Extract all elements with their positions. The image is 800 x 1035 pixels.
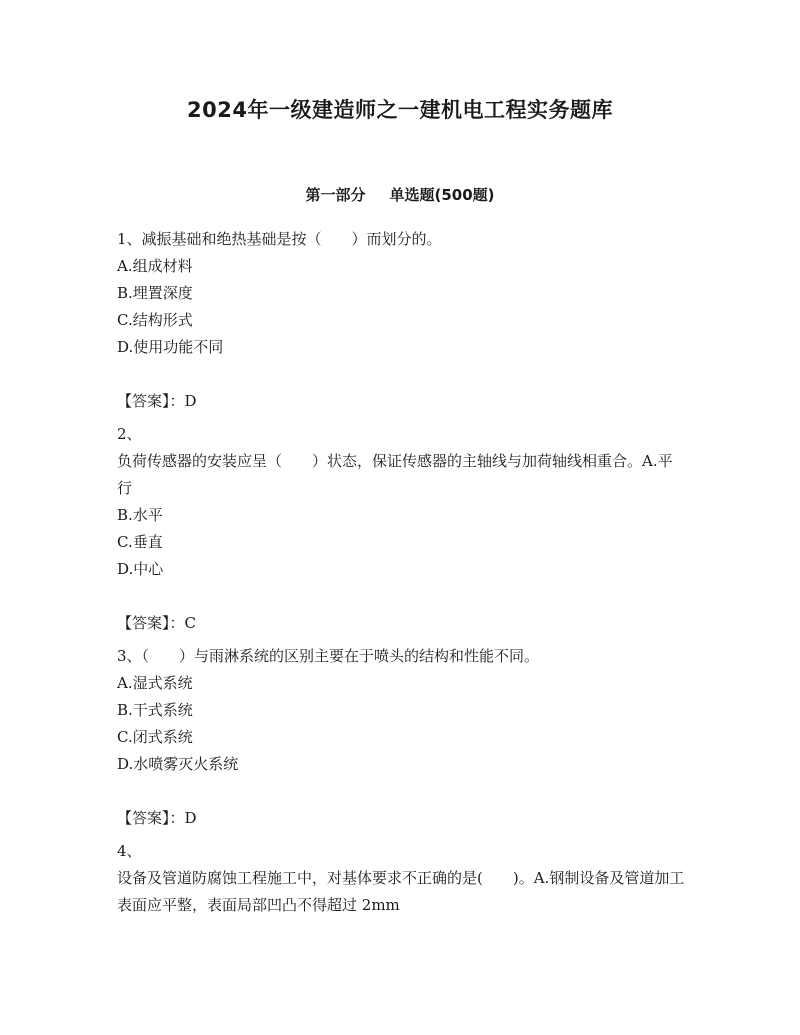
answer-label: 【答案】： [117, 392, 185, 410]
answer-label: 【答案】： [117, 809, 185, 827]
question-stem [117, 643, 687, 670]
option-c: C.结构形式 [117, 311, 193, 329]
question-number: 1、 [117, 230, 142, 248]
question-number: 2、 [117, 425, 142, 443]
question-1 [117, 226, 687, 415]
question-stem [117, 865, 687, 919]
question-4 [117, 838, 687, 919]
option-b: B.水平 [117, 506, 163, 524]
option-c: C.垂直 [117, 533, 163, 551]
option-a: A.钢制设备及管道加工表面应平整，表面局部凹凸不得超过 2mm [117, 869, 685, 914]
document-title: 2024年一级建造师之一建机电工程实务题库 [187, 98, 613, 122]
answer-line [117, 388, 687, 415]
answer-label: 【答案】： [117, 614, 185, 632]
option-b: B.埋置深度 [117, 284, 193, 302]
option-d: D.使用功能不同 [117, 338, 224, 356]
answer-value: D [184, 392, 197, 410]
question-text: 设备及管道防腐蚀工程施工中，对基体要求不正确的是( )。 [117, 869, 534, 887]
question-text: 负荷传感器的安装应呈（ ）状态，保证传感器的主轴线与加荷轴线相重合。 [117, 452, 643, 470]
option-c: C.闭式系统 [117, 728, 193, 746]
option-d: D.中心 [117, 560, 164, 578]
question-2 [117, 421, 687, 637]
option-a: A.湿式系统 [117, 674, 193, 692]
question-3 [117, 643, 687, 832]
question-number: 3、 [117, 647, 142, 665]
section-heading [0, 184, 800, 205]
option-b: B.干式系统 [117, 701, 193, 719]
question-number: 4、 [117, 842, 142, 860]
section-part: 第一部分 [305, 186, 366, 204]
question-stem [117, 448, 687, 502]
answer-line [117, 610, 687, 637]
answer-line [117, 805, 687, 832]
option-d: D.水喷雾灭火系统 [117, 755, 239, 773]
question-list [117, 226, 687, 919]
answer-value: D [184, 809, 197, 827]
answer-value: C [184, 614, 196, 632]
option-a: A.平行 [117, 452, 673, 497]
option-a: A.组成材料 [117, 257, 193, 275]
section-name: 单选题(500题) [389, 186, 495, 204]
question-stem [117, 226, 687, 253]
question-text: 减振基础和绝热基础是按（ ）而划分的。 [141, 230, 442, 248]
question-text: （ ）与雨淋系统的区别主要在于喷头的结构和性能不同。 [141, 647, 540, 665]
